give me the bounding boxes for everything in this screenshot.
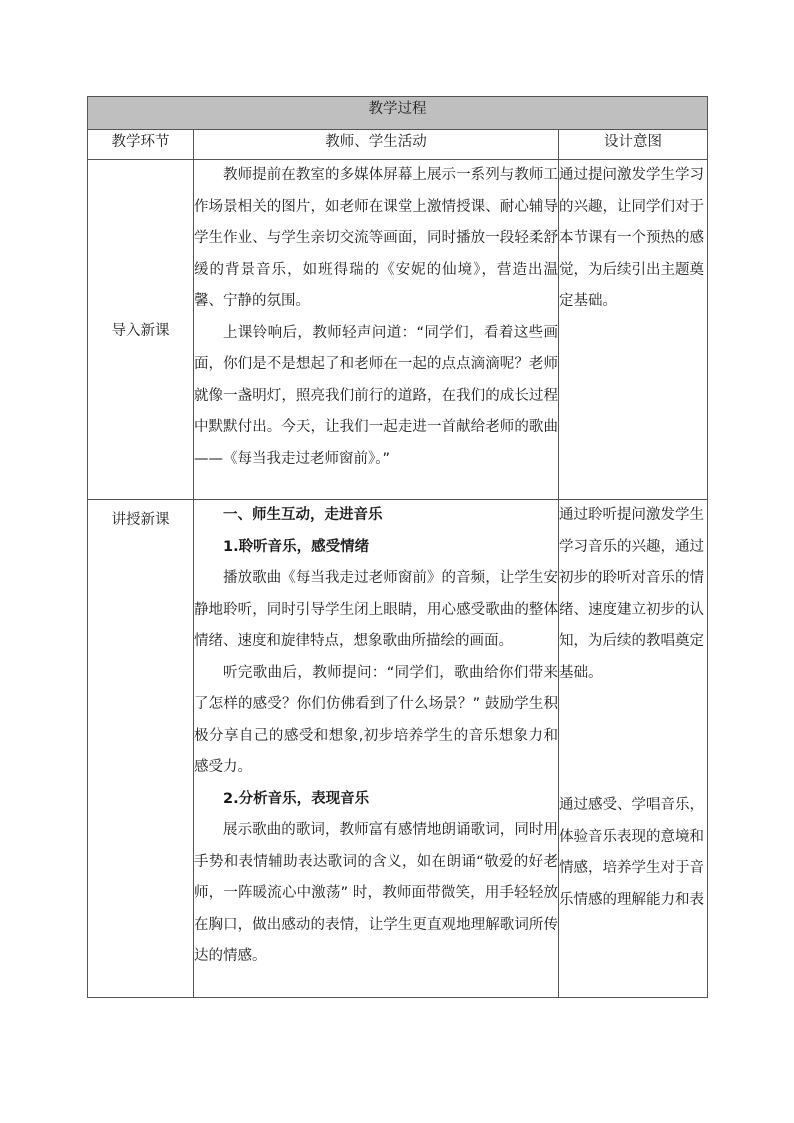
header-activities: 教师、学生活动 bbox=[194, 130, 559, 160]
table-title: 教学过程 bbox=[88, 97, 708, 130]
intent-cell bbox=[559, 160, 708, 500]
intent-cell bbox=[559, 500, 708, 998]
subsection-heading: 1.聆听音乐，感受情绪 bbox=[223, 538, 370, 555]
activities-cell bbox=[194, 500, 559, 998]
intent-text: 通过感受、学唱音乐，体验音乐表现的意境和情感，培养学生对于音乐情感的理解能力和表 bbox=[559, 797, 704, 908]
table-row bbox=[88, 500, 708, 998]
section-heading: 一、师生互动，走进音乐 bbox=[223, 507, 383, 523]
activities-cell bbox=[194, 160, 559, 500]
table-header-row bbox=[88, 130, 708, 160]
subsection-heading: 2.分析音乐，表现音乐 bbox=[223, 790, 370, 807]
activity-paragraph: 播放歌曲《每当我走过老师窗前》的音频，让学生安静地聆听，同时引导学生闭上眼睛，用心感受歌曲的整体情绪、速度和旋律特点，想象歌曲所描绘的画面。 bbox=[194, 570, 558, 649]
teaching-process-table bbox=[87, 96, 708, 998]
intent-text: 通过提问激发学生学习的兴趣，让同学们对于本节课有一个预热的感觉，为后续引出主题奠定基础。 bbox=[559, 167, 704, 309]
stage-cell: 导入新课 bbox=[88, 160, 194, 500]
activity-paragraph: 教师提前在教室的多媒体屏幕上展示一系列与教师工作场景相关的图片，如老师在课堂上激情授课、耐心辅导学生作业、与学生亲切交流等画面，同时播放一段轻柔舒缓的背景音乐，如班得瑞的《安妮的仙境》，营造出温馨、宁静的氛围。 bbox=[194, 167, 558, 309]
table-title-row bbox=[88, 97, 708, 130]
header-stage: 教学环节 bbox=[88, 130, 194, 160]
intent-text: 通过聆听提问激发学生学习音乐的兴趣，通过初步的聆听对音乐的情绪、速度建立初步的认知，为后续的教唱奠定基础。 bbox=[559, 507, 704, 681]
activity-paragraph: 上课铃响后，教师轻声问道：“同学们，看着这些画面，你们是不是想起了和老师在一起的点点滴滴呢？老师就像一盏明灯，照亮我们前行的道路，在我们的成长过程中默默付出。今天，让我们一起走进一首献给老师的歌曲 ——《每当我走过老师窗前》。” bbox=[194, 324, 558, 467]
stage-cell: 讲授新课 bbox=[88, 500, 194, 998]
activity-paragraph: 听完歌曲后，教师提问：“同学们，歌曲给你们带来了怎样的感受？你们仿佛看到了什么场景？” 鼓励学生积极分享自己的感受和想象,初步培养学生的音乐想象力和感受力。 bbox=[194, 664, 558, 775]
table-row bbox=[88, 160, 708, 500]
activity-paragraph: 展示歌曲的歌词，教师富有感情地朗诵歌词，同时用手势和表情辅助表达歌词的含义，如在朗诵“敬爱的好老师，一阵暖流心中激荡” 时，教师面带微笑，用手轻轻放在胸口，做出感动的表情，让学生更直观地理解歌词所传达的情感。 bbox=[194, 822, 558, 964]
header-intent: 设计意图 bbox=[559, 130, 708, 160]
